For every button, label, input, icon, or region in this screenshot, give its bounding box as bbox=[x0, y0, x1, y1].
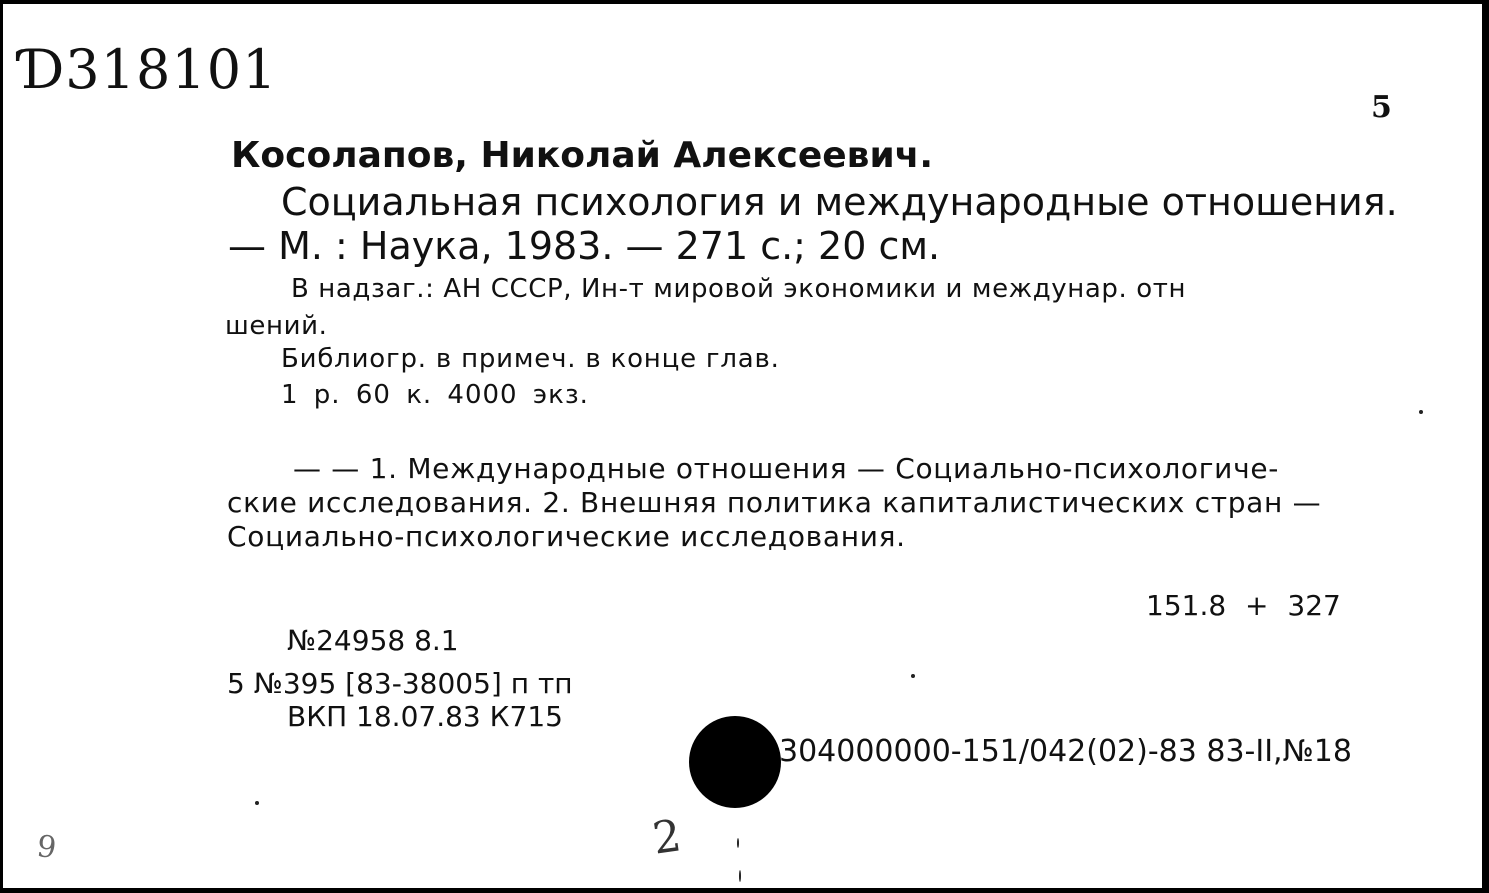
scan-speck bbox=[1419, 410, 1423, 414]
scan-speck bbox=[911, 674, 915, 678]
scan-speck bbox=[255, 801, 259, 805]
subject-line: — — 1. Международные отношения — Социально-психологиче- bbox=[293, 452, 1280, 485]
order-number: 5 №395 [83-38005] п тп bbox=[227, 667, 573, 700]
note-line: В надзаг.: АН СССР, Ин-т мировой экономики и междунар. отн bbox=[291, 274, 1187, 304]
subject-line: Социально-психологические исследования. bbox=[227, 520, 906, 553]
page-number: 5 bbox=[1371, 90, 1392, 125]
card-catalog-number: Ɗ318101 bbox=[21, 38, 278, 101]
author-heading: Косолапов, Николай Алексеевич. bbox=[231, 135, 934, 176]
title-line: Социальная психология и международные отношения. bbox=[281, 180, 1398, 224]
imprint-line: — М. : Наука, 1983. — 271 с.; 20 см. bbox=[228, 224, 941, 268]
price-and-print-run: 1 р. 60 к. 4000 экз. bbox=[281, 380, 589, 410]
card-punch-hole bbox=[689, 716, 781, 808]
publisher-code: 304000000-151/042(02)-83 83-II,№18 bbox=[779, 734, 1352, 769]
registration-number: №24958 8.1 bbox=[287, 624, 459, 657]
note-line-continued: шений. bbox=[225, 311, 328, 341]
subject-line: ские исследования. 2. Внешняя политика капиталистических стран — bbox=[227, 486, 1322, 519]
classification-index: 151.8 + 327 bbox=[1146, 589, 1341, 622]
scan-speck bbox=[739, 870, 741, 882]
handwritten-mark: 2 bbox=[649, 810, 685, 865]
corner-pencil-mark: 9 bbox=[34, 828, 59, 867]
chamber-stamp: ВКП 18.07.83 К715 bbox=[287, 700, 563, 733]
scan-speck bbox=[737, 838, 739, 848]
bibliography-note: Библиогр. в примеч. в конце глав. bbox=[281, 344, 780, 374]
